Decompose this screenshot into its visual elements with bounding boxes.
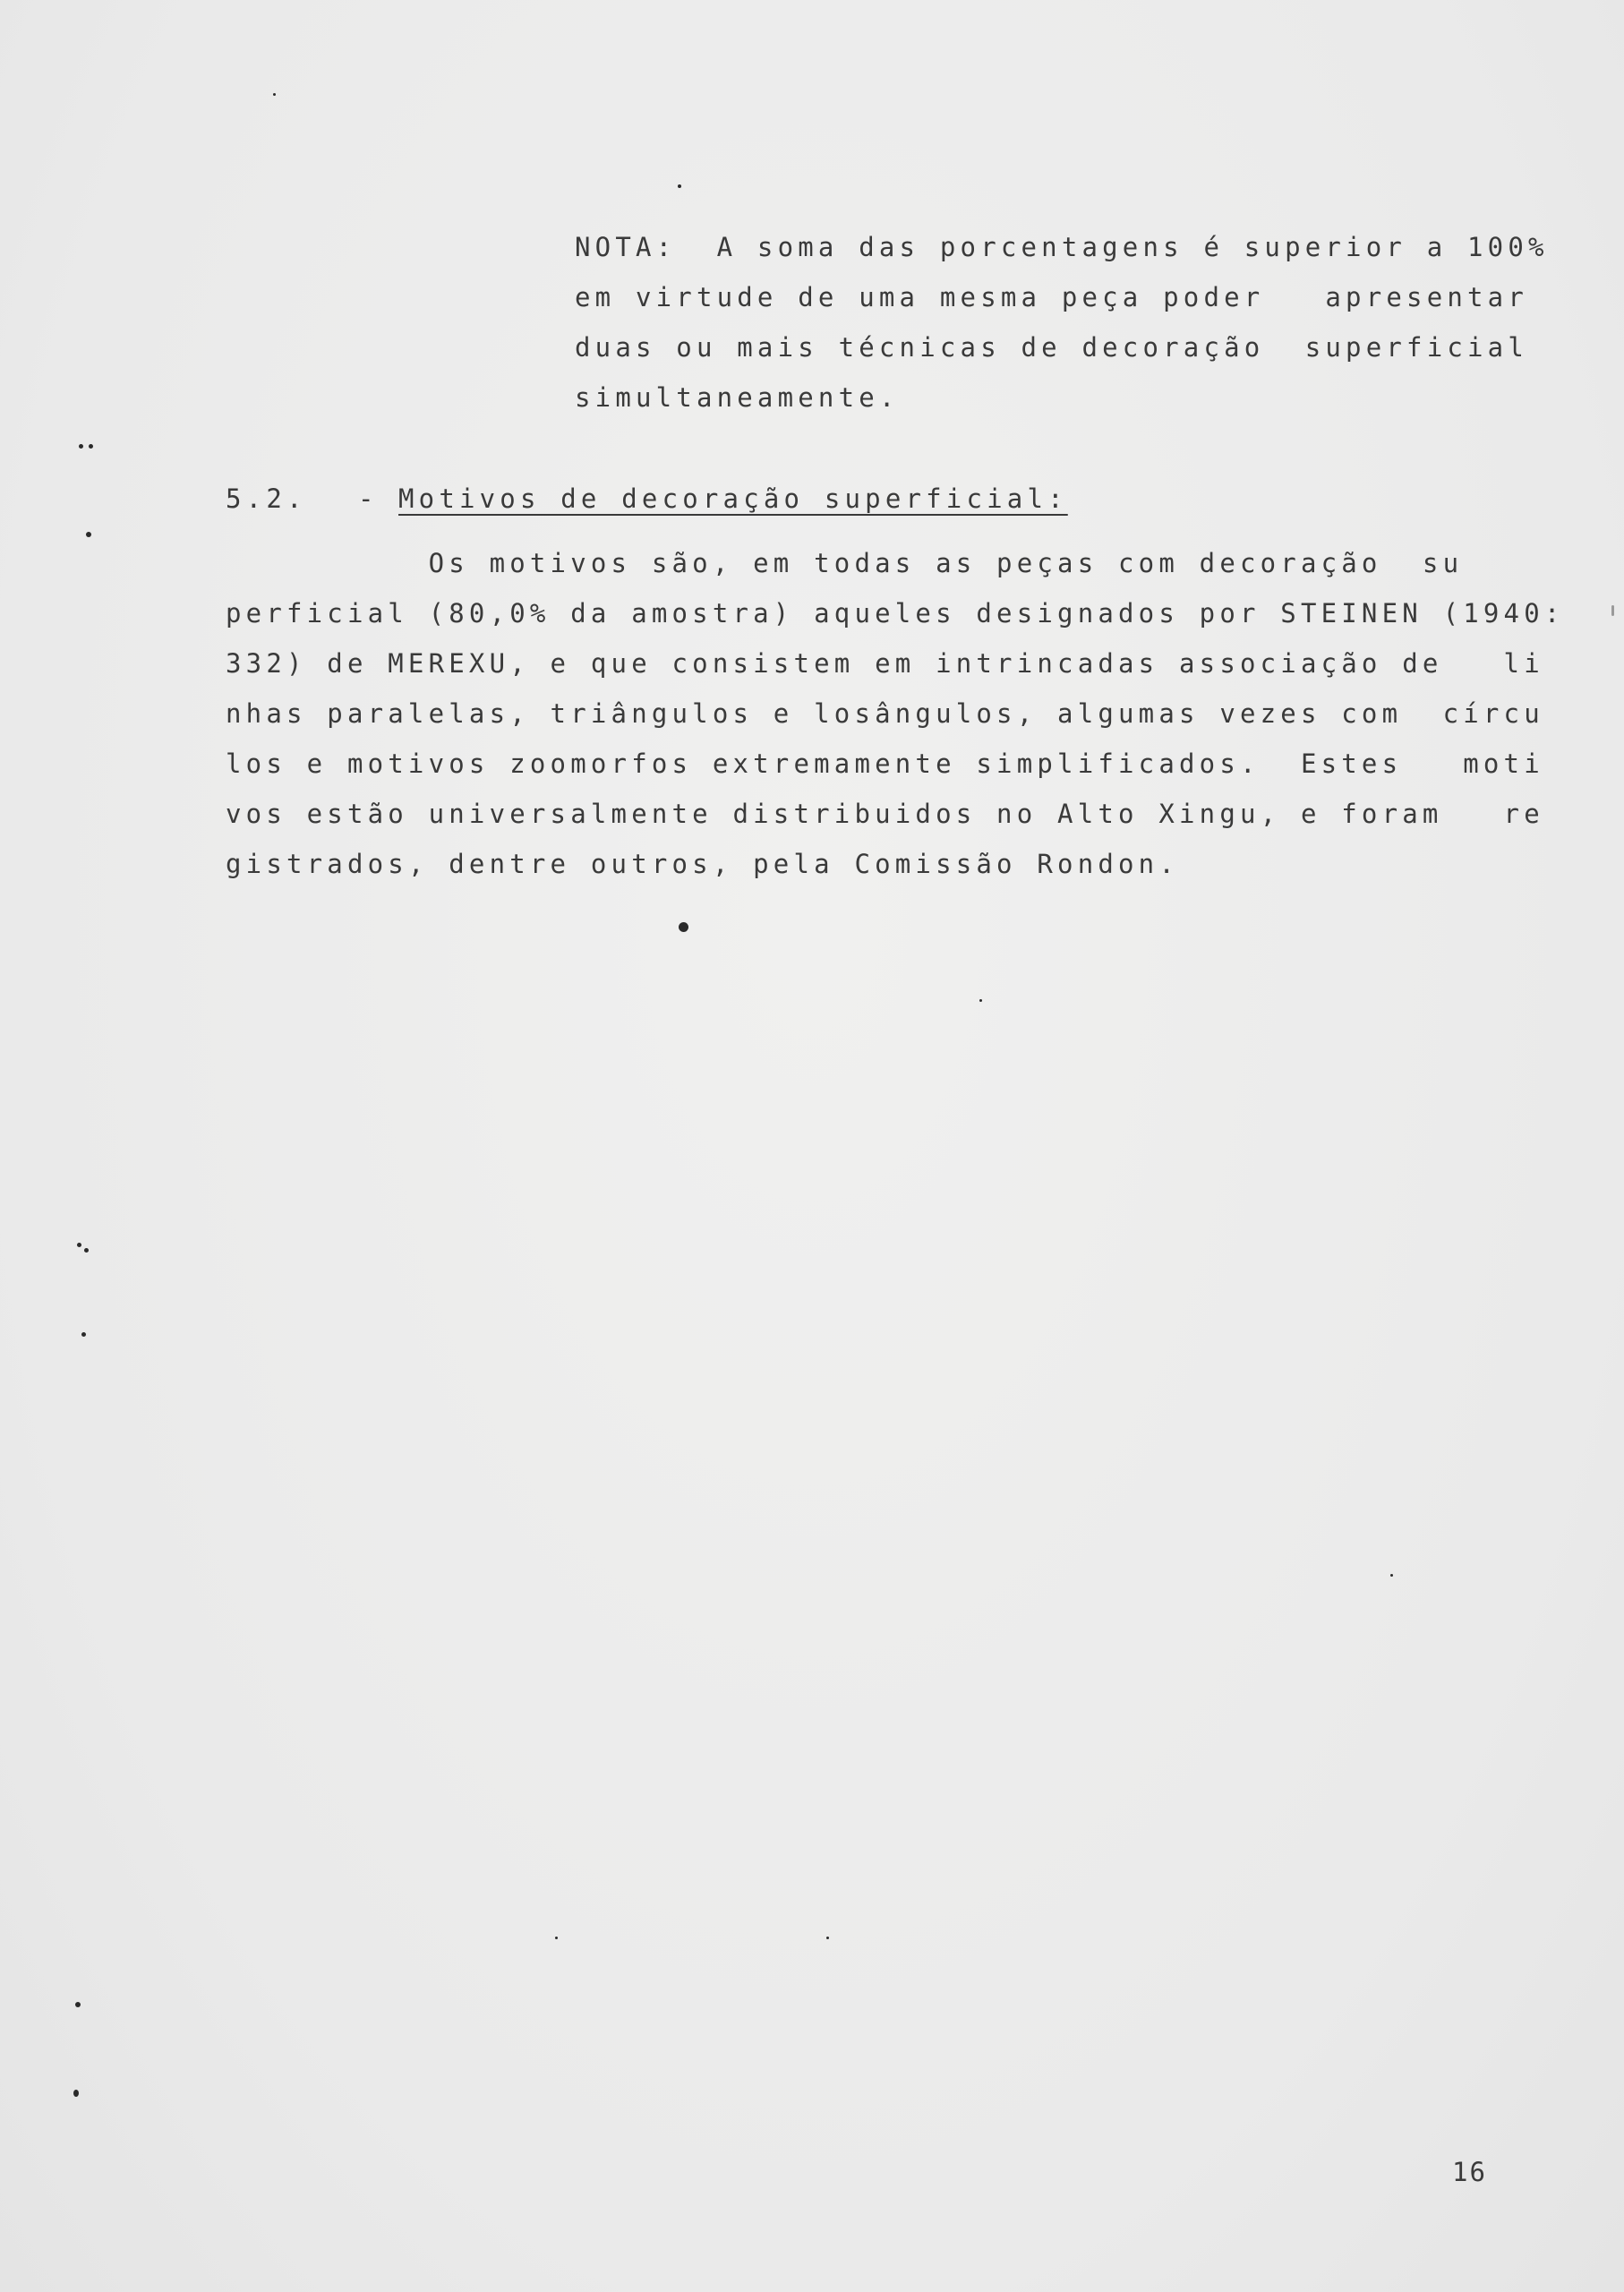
section-title: Motivos de decoração superficial: — [398, 483, 1068, 514]
ink-dot — [679, 922, 688, 932]
nota-line-3: duas ou mais técnicas de decoração superficial — [575, 332, 1528, 363]
speck — [89, 444, 93, 449]
speck — [678, 184, 681, 188]
speck — [555, 1937, 558, 1939]
speck — [73, 2090, 79, 2097]
speck — [81, 1332, 86, 1337]
speck — [1390, 1574, 1393, 1577]
paragraph-line-6: vos estão universalmente distribuidos no Alto Xingu, e foram re — [226, 799, 1544, 829]
speck — [979, 999, 982, 1002]
speck — [84, 1248, 89, 1253]
speck — [273, 93, 276, 96]
section-number: 5.2. — [226, 483, 307, 514]
speck — [77, 1243, 81, 1247]
paragraph-line-4: nhas paralelas, triângulos e losângulos, algumas vezes com círcu — [226, 698, 1544, 729]
nota-line-2: em virtude de uma mesma peça poder apresentar — [575, 282, 1528, 312]
speck — [86, 532, 91, 537]
paragraph-line-1: Os motivos são, em todas as peças com decoração su — [226, 548, 1464, 578]
nota-line-1: NOTA: A soma das porcentagens é superior a 100% — [575, 232, 1549, 262]
speck — [79, 444, 83, 449]
page-number: 16 — [1452, 2157, 1487, 2187]
paragraph-line-7: gistrados, dentre outros, pela Comissão Rondon. — [226, 849, 1179, 879]
speck — [75, 2002, 81, 2007]
speck — [826, 1937, 829, 1939]
speck — [1611, 605, 1614, 616]
paragraph-line-5: los e motivos zoomorfos extremamente simplificados. Estes moti — [226, 748, 1544, 779]
paragraph-line-2: perficial (80,0% da amostra) aqueles designados por STEINEN (1940: — [226, 598, 1565, 629]
paragraph-line-3: 332) de MEREXU, e que consistem em intrincadas associação de li — [226, 648, 1544, 679]
section-dash: - — [358, 483, 379, 514]
nota-line-4: simultaneamente. — [575, 382, 900, 413]
